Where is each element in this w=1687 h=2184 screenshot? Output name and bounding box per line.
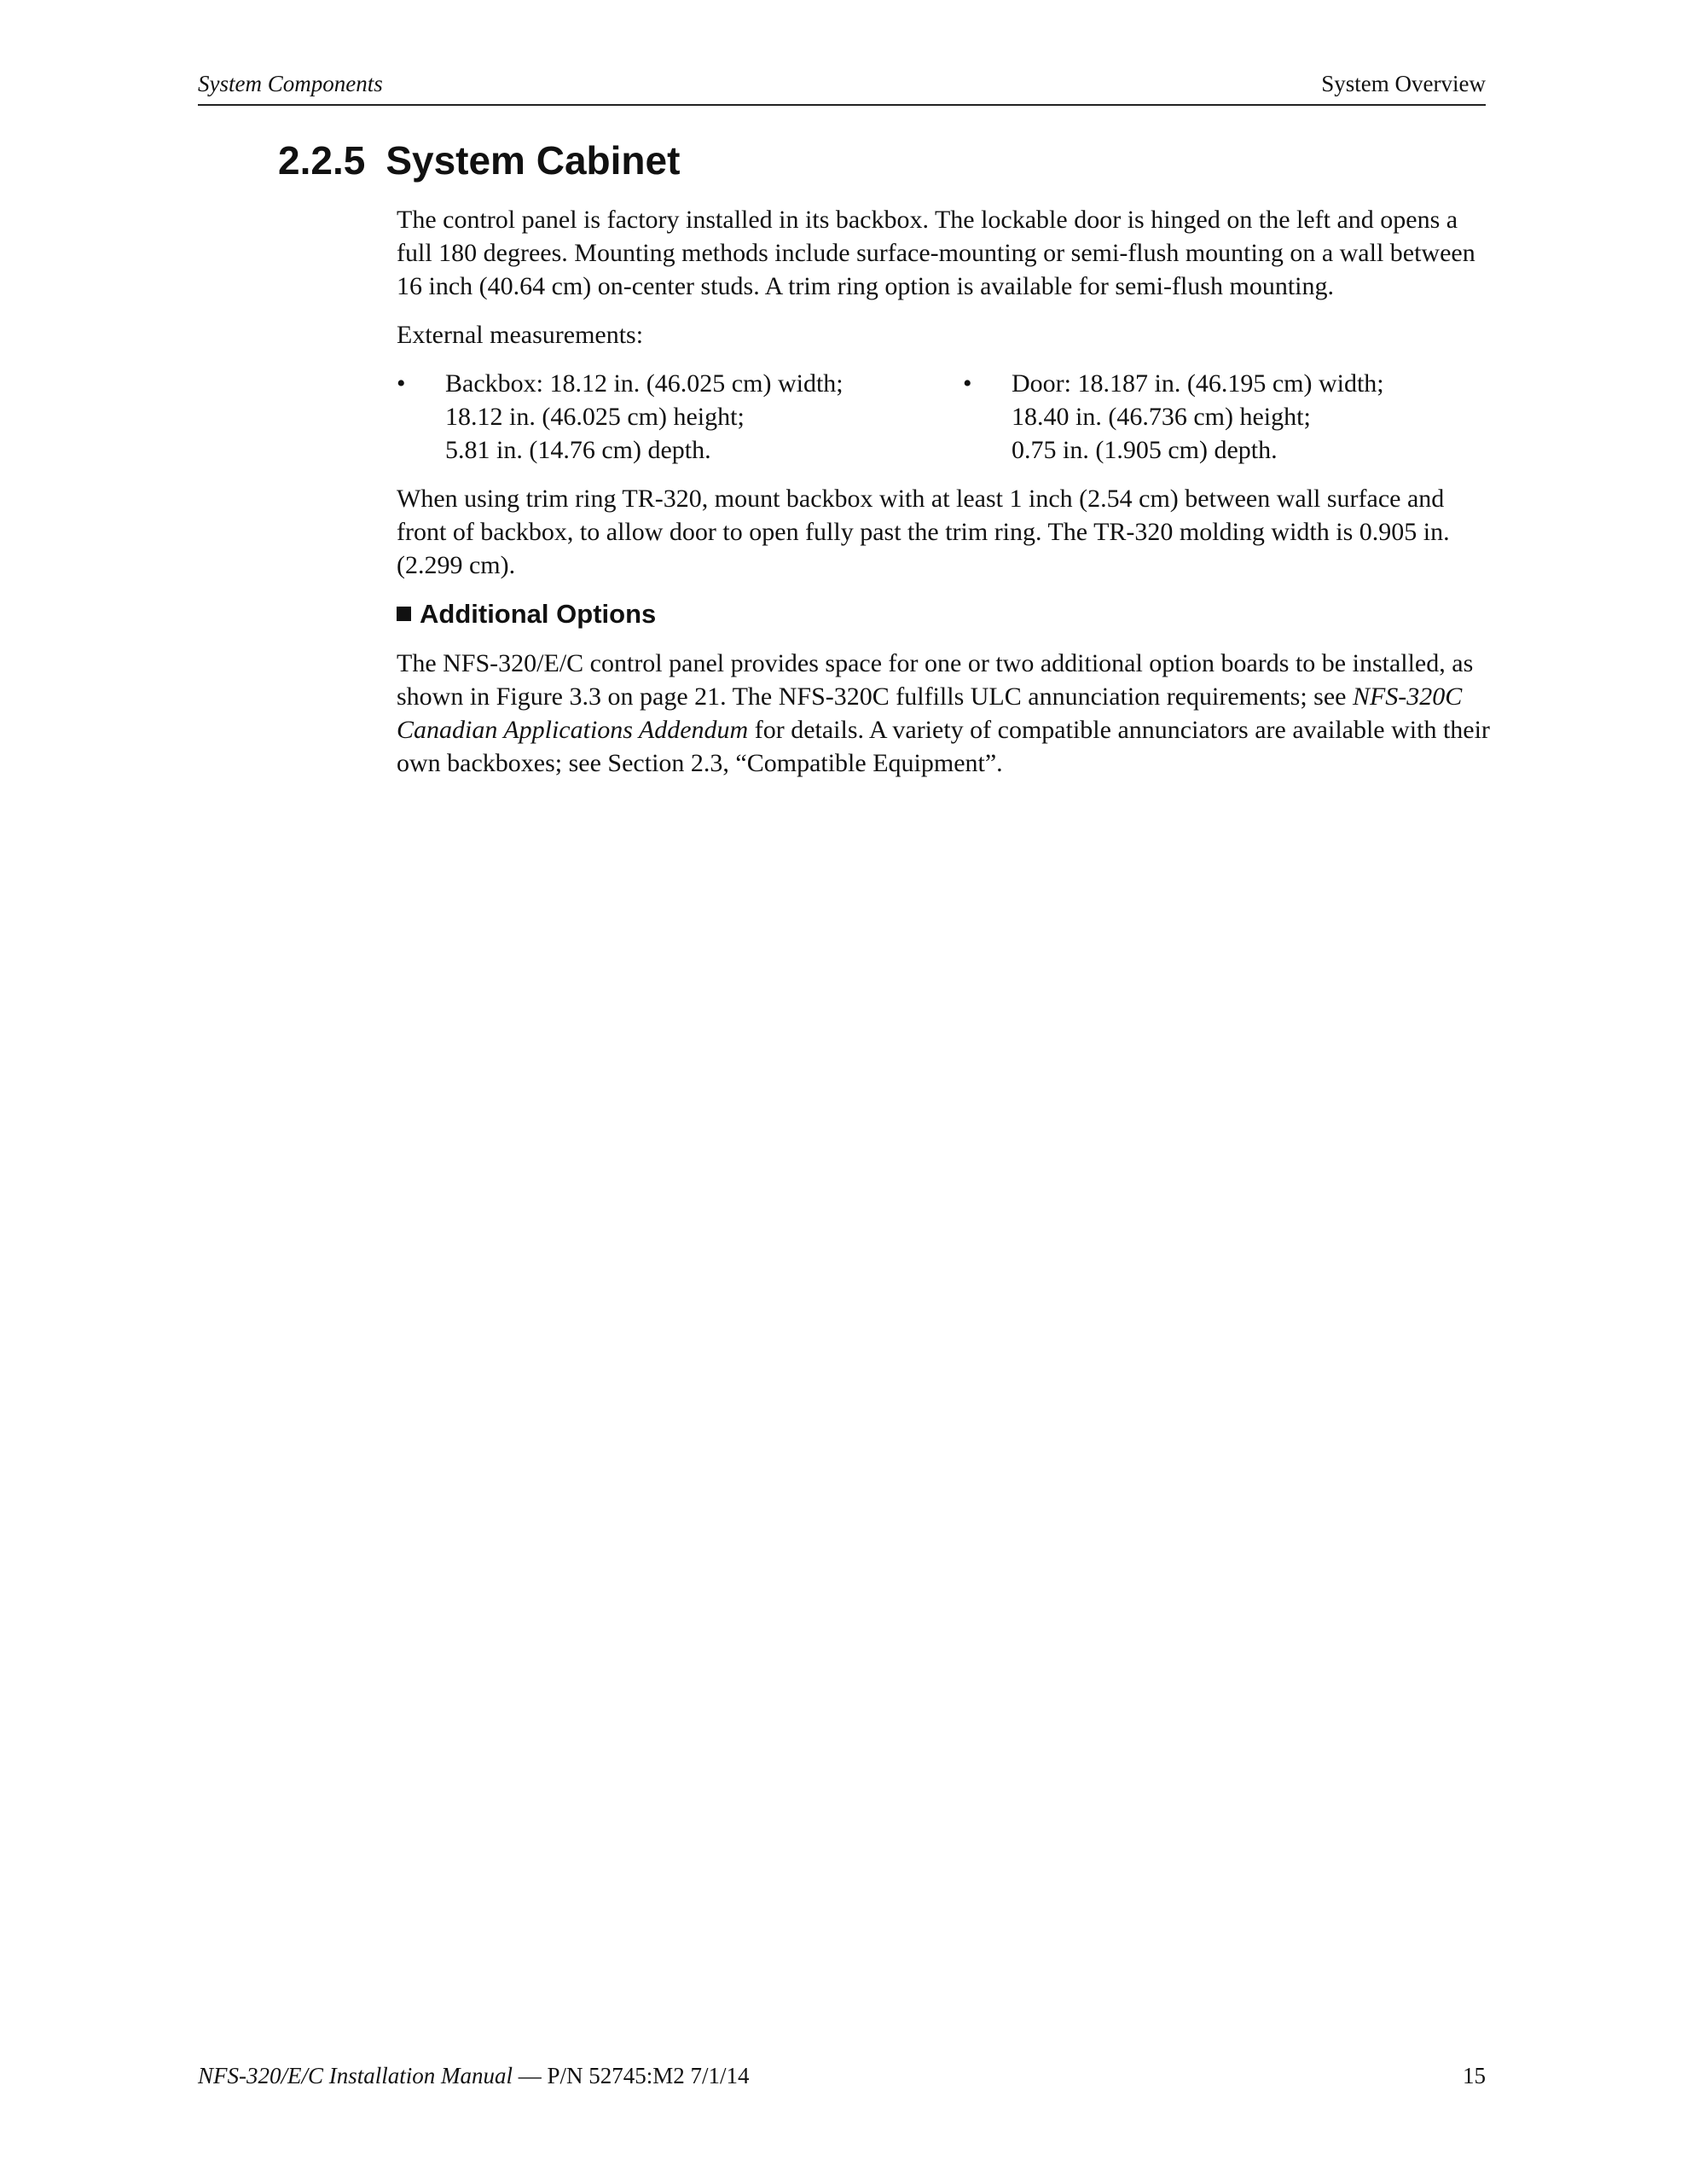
- header-section-title: System Overview: [1321, 71, 1486, 96]
- section-heading: [278, 135, 680, 186]
- door-depth: 0.75 in. (1.905 cm) depth.: [1012, 436, 1278, 464]
- external-measurements-label: External measurements:: [397, 321, 644, 349]
- backbox-depth: 5.81 in. (14.76 cm) depth.: [445, 436, 711, 464]
- page-header: [198, 67, 1486, 106]
- door-height: 18.40 in. (46.736 cm) height;: [1012, 403, 1311, 431]
- footer-manual-info: — P/N 52745:M2 7/1/14: [513, 2063, 750, 2088]
- square-bullet-icon: [397, 607, 411, 621]
- backbox-height: 18.12 in. (46.025 cm) height;: [445, 403, 745, 431]
- section-body: [397, 203, 1493, 795]
- bullet-icon: •: [963, 369, 972, 398]
- section-number: 2.2.5: [278, 138, 366, 183]
- additional-options-paragraph: [397, 647, 1493, 780]
- header-chapter-title: System Components: [198, 71, 383, 96]
- footer-manual-reference: [198, 2063, 750, 2089]
- backbox-width: Backbox: 18.12 in. (46.025 cm) width;: [445, 369, 844, 398]
- section-title: System Cabinet: [386, 138, 681, 183]
- addendum-title: NFS-320C Canadian Applications Addendum: [397, 682, 1463, 744]
- additional-options-heading: [397, 597, 1493, 631]
- bullet-icon: •: [397, 369, 406, 398]
- additional-options-title: Additional Options: [420, 599, 657, 629]
- page-number: 15: [1463, 2063, 1486, 2088]
- footer-manual-title: NFS-320/E/C Installation Manual: [198, 2063, 513, 2088]
- page-footer: [198, 2063, 1486, 2097]
- door-width: Door: 18.187 in. (46.195 cm) width;: [1012, 369, 1384, 398]
- options-text-part1: The NFS-320/E/C control panel provides space for one or two additional option boards to be installed, as shown in Figure 3.3 on page 21. The NFS-320C fulfills ULC annunciation requirements; see: [397, 649, 1474, 711]
- measurements-list: [397, 367, 1493, 467]
- intro-paragraph: The control panel is factory installed in its backbox. The lockable door is hinged on the left and opens a full 180 degrees. Mounting methods include surface-mounting or semi-flush mounting on a wall between 16 inch (40.64 cm) on-center studs. A trim ring option is available for semi-flush mounting.: [397, 206, 1475, 300]
- trim-ring-paragraph: When using trim ring TR-320, mount backbox with at least 1 inch (2.54 cm) between wall surface and front of backbox, to allow door to open fully past the trim ring. The TR-320 molding width is 0.905 in. (2.299 cm).: [397, 485, 1450, 579]
- options-text-part2: for details. A variety of compatible annunciators are available with their own backboxes; see Section 2.3, “Compatible Equipment”.: [397, 716, 1490, 777]
